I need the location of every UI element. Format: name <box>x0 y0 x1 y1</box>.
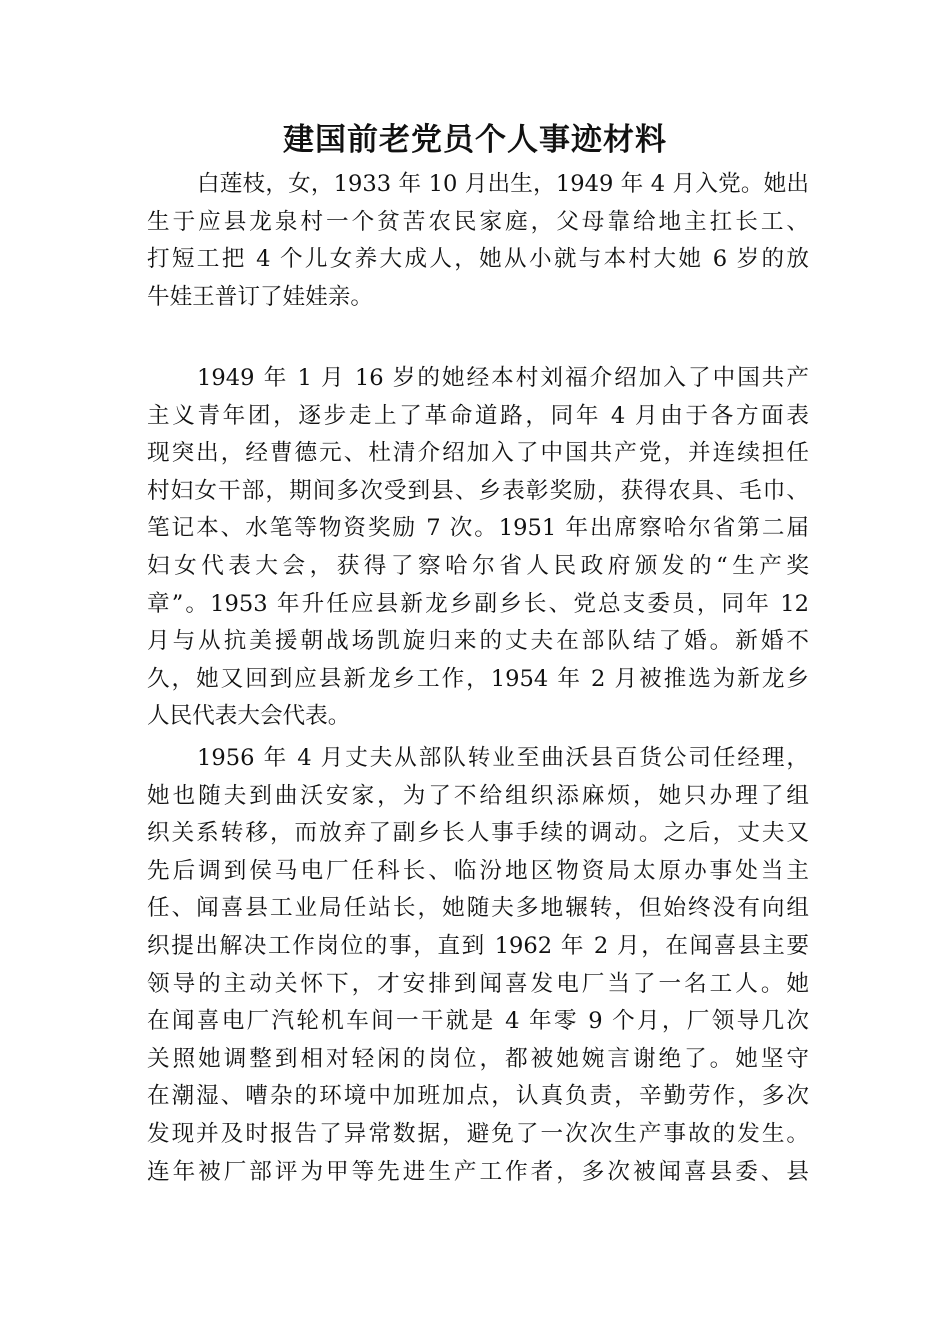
text-line: 人民代表大会代表。 <box>147 703 351 730</box>
text-line: 村妇女干部，期间多次受到县、乡表彰奖励，获得农具、毛巾、 <box>147 477 809 504</box>
text-line: 章”。1953 年升任应县新龙乡副乡长、党总支委员，同年 12 <box>147 590 809 617</box>
text-line: 先后调到侯马电厂任科长、临汾地区物资局太原办事处当主 <box>147 857 809 884</box>
text-line: 月与从抗美援朝战场凯旋归来的丈夫在部队结了婚。新婚不 <box>147 628 809 655</box>
text-line: 织关系转移，而放弃了副乡长人事手续的调动。之后，丈夫又 <box>147 820 809 847</box>
text-line: 打短工把 4 个儿女养大成人，她从小就与本村大她 6 岁的放 <box>147 246 809 273</box>
paragraph-2 <box>147 360 809 736</box>
text-line: 在闻喜电厂汽轮机车间一干就是 4 年零 9 个月，厂领导几次 <box>147 1008 809 1035</box>
paragraph-3 <box>147 740 809 1191</box>
document-title: 建国前老党员个人事迹材料 <box>283 122 667 158</box>
text-line: 她也随夫到曲沃安家，为了不给组织添麻烦，她只办理了组 <box>147 782 809 809</box>
text-line: 主义青年团，逐步走上了革命道路，同年 4 月由于各方面表 <box>147 402 809 429</box>
text-line: 连年被厂部评为甲等先进生产工作者，多次被闻喜县委、县 <box>147 1158 809 1185</box>
text-line: 发现并及时报告了异常数据，避免了一次次生产事故的发生。 <box>147 1120 809 1147</box>
text-line: 织提出解决工作岗位的事，直到 1962 年 2 月，在闻喜县主要 <box>147 932 809 959</box>
text-line: 牛娃王普订了娃娃亲。 <box>147 283 373 310</box>
paragraph-1 <box>147 166 809 316</box>
text-line: 妇女代表大会，获得了察哈尔省人民政府颁发的“生产奖 <box>147 552 809 579</box>
text-line: 任、闻喜县工业局任站长，她随夫多地辗转，但始终没有向组 <box>147 895 809 922</box>
text-line: 1949 年 1 月 16 岁的她经本村刘福介绍加入了中国共产 <box>197 365 809 391</box>
text-line: 久，她又回到应县新龙乡工作，1954 年 2 月被推选为新龙乡 <box>147 665 809 692</box>
text-line: 在潮湿、嘈杂的环境中加班加点，认真负责，辛勤劳作，多次 <box>147 1083 809 1110</box>
text-line: 关照她调整到相对轻闲的岗位，都被她婉言谢绝了。她坚守 <box>147 1045 809 1072</box>
text-line: 白莲枝，女，1933 年 10 月出生，1949 年 4 月入党。她出 <box>197 171 809 197</box>
text-line: 领导的主动关怀下，才安排到闻喜发电厂当了一名工人。她 <box>147 970 809 997</box>
text-line: 笔记本、水笔等物资奖励 7 次。1951 年出席察哈尔省第二届 <box>147 515 809 542</box>
text-line: 现突出，经曹德元、杜清介绍加入了中国共产党，并连续担任 <box>147 440 809 467</box>
text-line: 1956 年 4 月丈夫从部队转业至曲沃县百货公司任经理， <box>197 745 809 771</box>
text-line: 生于应县龙泉村一个贫苦农民家庭，父母靠给地主扛长工、 <box>147 208 809 235</box>
